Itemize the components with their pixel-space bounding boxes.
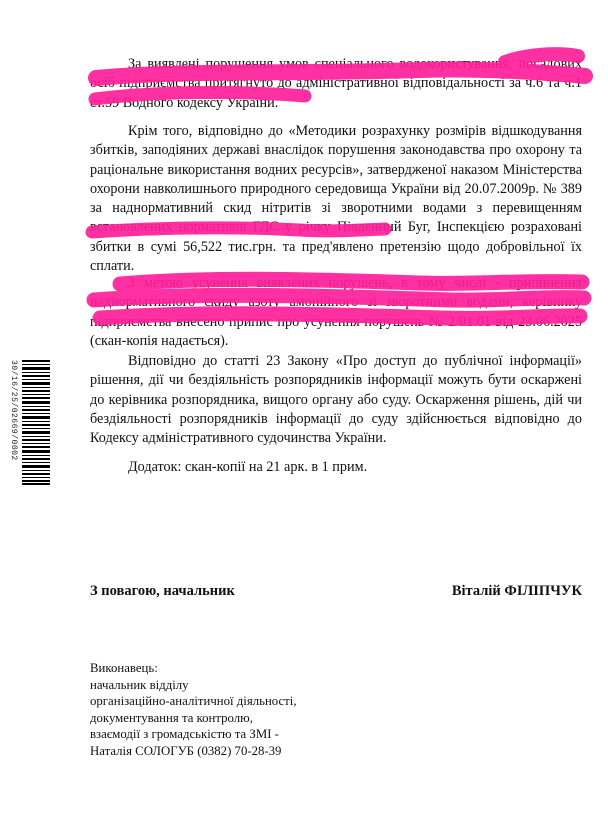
executor-line: Виконавець: [90, 661, 158, 675]
paragraph-attachment [90, 458, 582, 477]
executor-line: взаємодії з громадськістю та ЗМІ - [90, 727, 279, 741]
executor-line: начальник відділу [90, 677, 189, 692]
paragraph-appeal-text: Відповідно до статті 23 Закону «Про доступ до публічної інформації» рішення, дії чи бездіяльність розпорядників інформації можуть бути оскаржені до керівника розпорядника, вищого органу або суду. Оскарження рішень, дій чи бездіяльності розпорядників інформації до суду здійснюється відповідно до Кодексу адміністративного судочинства України. [90, 353, 582, 447]
executor-line: документування та контролю, [90, 710, 253, 725]
executor-block [90, 660, 390, 759]
paragraph-order [90, 274, 582, 351]
executor-line: організаційно-аналітичної діяльності, [90, 694, 297, 708]
paragraph-damages-text: Крім того, відповідно до «Методики розрахунку розмірів відшкодування збитків, заподіяних державі внаслідок порушення законодавства про охорону та раціональне використання водних ресурсів», затвердженої наказом Міністерства охорони навколишнього природного середовища України від 20.07.2009р. № 389 за наднормативний скид нітритів зі зворотними водами з перевищенням встановлених нормативів ГДС у річку Південний Буг, Інспекцією розраховані збитки в сумі 56,522 тис.грн. та пред'явлено претензію щодо добровільної їх сплати. [90, 123, 582, 275]
paragraph-violations [90, 55, 582, 113]
paragraph-appeal [90, 352, 582, 448]
signature-closing: З повагою, начальник [90, 583, 235, 599]
paragraph-order-text: З метою усунення виявлених порушень, в тому числі - припинення наднормативного скиду азоту амонійного зі зворотними водами, керівнику підприємства внесено припис про усунення порушень № 2/01.01 від 23.06.2025 (скан-копія надається). [90, 275, 582, 349]
paragraph-violations-text: За виявлені порушення умов спеціального водокористування, посадових осіб підприємства притягнуто до адміністративної відповідальності за ч.6 та ч.1 ст.59 Водного кодексу України. [90, 56, 582, 111]
paragraph-damages [90, 122, 582, 276]
barcode-image [22, 360, 50, 485]
signature-name: Віталій ФІЛІПЧУК [451, 583, 582, 599]
paragraph-attachment-text: Додаток: скан-копії на 21 арк. в 1 прим. [128, 459, 368, 475]
executor-line: Наталія СОЛОГУБ (0382) 70-28-39 [90, 743, 282, 758]
barcode-number: 30/16/25/02669/0002 [9, 360, 18, 461]
